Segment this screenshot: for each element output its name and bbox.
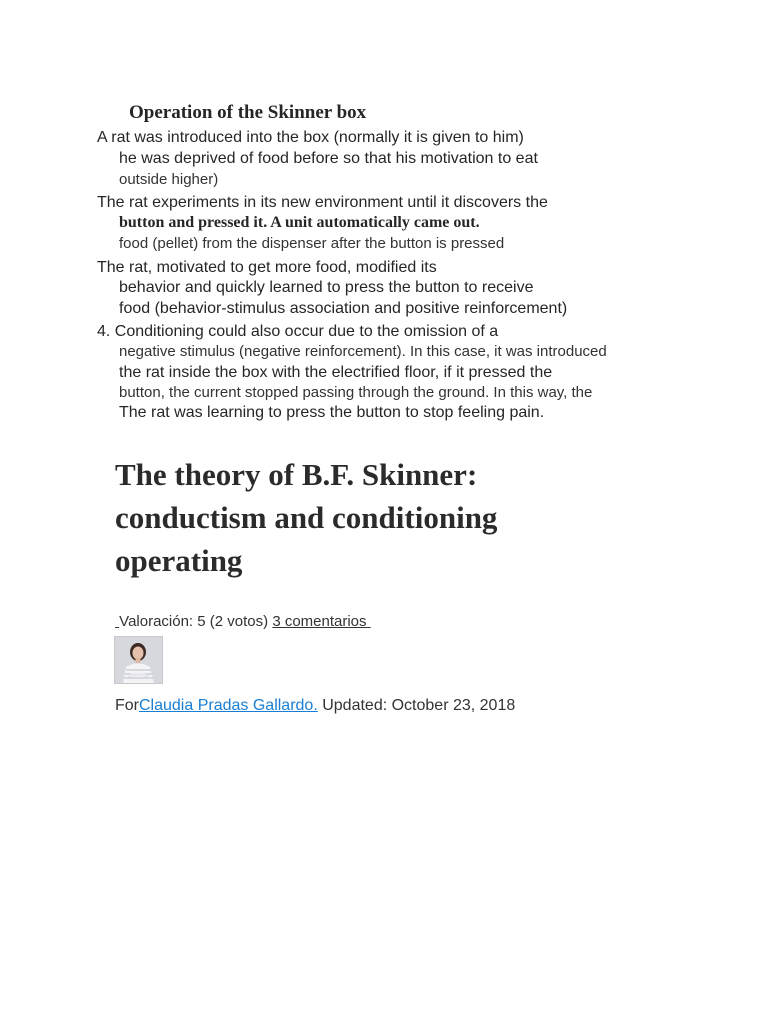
body-line-12: the rat inside the box with the electrified floor, if it pressed the (119, 364, 553, 381)
rating-text: Valoración: 5 (2 votos) (119, 613, 269, 630)
body-line-1: A rat was introduced into the box (normally it is given to him) (97, 129, 524, 146)
article-title (115, 453, 675, 582)
body-line-2: he was deprived of food before so that his motivation to eat (119, 150, 538, 167)
comments-link-label: 3 comentarios (272, 613, 367, 630)
updated-date: Updated: October 23, 2018 (322, 697, 516, 714)
body-line-11: negative stimulus (negative reinforcement). In this case, it was introduced (119, 343, 607, 360)
body-line-10: 4. Conditioning could also occur due to the omission of a (97, 323, 499, 340)
article-title-line-2: conductism and conditioning (115, 500, 498, 535)
section-heading: Operation of the Skinner box (129, 102, 367, 123)
body-line-6: food (pellet) from the dispenser after the button is pressed (119, 235, 505, 252)
body-line-9: food (behavior-stimulus association and positive reinforcement) (119, 300, 568, 317)
body-line-8: behavior and quickly learned to press the button to receive (119, 279, 534, 296)
body-line-7: The rat, motivated to get more food, modified its (97, 259, 437, 276)
body-line-3: outside higher) (119, 171, 219, 188)
comments-link[interactable] (272, 613, 370, 630)
avatar-photo (115, 637, 162, 683)
byline (115, 697, 515, 715)
body-line-4: The rat experiments in its new environment until it discovers the (97, 194, 548, 211)
author-avatar[interactable] (114, 636, 163, 684)
byline-prefix: For (115, 697, 139, 714)
article-title-line-3: operating (115, 543, 243, 578)
body-line-14: The rat was learning to press the button to stop feeling pain. (119, 404, 545, 421)
body-line-5: button and pressed it. A unit automatically came out. (119, 214, 480, 231)
article-title-line-1: The theory of B.F. Skinner: (115, 457, 478, 492)
body-line-13: button, the current stopped passing through the ground. In this way, the (119, 384, 593, 401)
rating-row (115, 613, 371, 630)
author-link[interactable]: Claudia Pradas Gallardo. (139, 697, 318, 714)
